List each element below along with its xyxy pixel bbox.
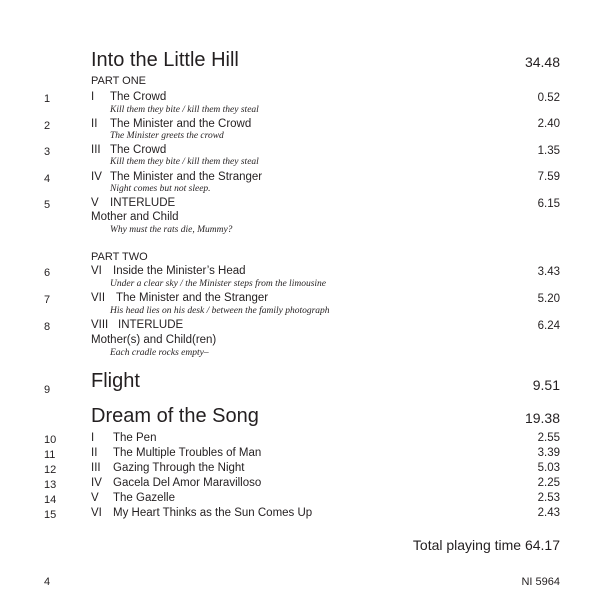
- track-roman: IV: [91, 171, 102, 183]
- track-roman: III: [91, 462, 101, 474]
- track-title: Gacela Del Amor Maravilloso: [113, 477, 262, 489]
- track-subtitle: Kill them they bite / kill them they steal: [110, 105, 259, 115]
- work-title-dream-of-the-song: Dream of the Song: [91, 405, 259, 427]
- track-subtitle: Kill them they bite / kill them they steal: [110, 157, 259, 167]
- track-number: 10: [44, 434, 57, 446]
- track-roman: I: [91, 91, 95, 103]
- track-number: 13: [44, 479, 57, 491]
- track-title: INTERLUDE: [118, 319, 184, 331]
- track-time: 0.52: [537, 92, 560, 104]
- track-subtitle: Each cradle rocks empty–: [110, 348, 209, 358]
- track-number: 9: [44, 384, 51, 396]
- track-subtitle: The Minister greets the crowd: [110, 131, 224, 141]
- track-time: 3.43: [537, 266, 560, 278]
- track-number: 8: [44, 321, 51, 333]
- track-title: The Minister and the Stranger: [116, 292, 269, 304]
- track-number: 3: [44, 146, 51, 158]
- track-title: INTERLUDE: [110, 197, 176, 209]
- track-title: The Minister and the Stranger: [110, 171, 263, 183]
- work-time-into-the-little-hill: 34.48: [524, 54, 560, 70]
- track-time: 1.35: [537, 145, 560, 157]
- track-subtitle: Night comes but not sleep.: [110, 184, 211, 194]
- track-number: 12: [44, 464, 57, 476]
- track-number: 1: [44, 93, 51, 105]
- track-roman: VI: [91, 265, 102, 277]
- track-title: The Minister and the Crowd: [110, 118, 252, 130]
- track-time: 6.15: [537, 198, 560, 210]
- work-title-flight: Flight: [91, 370, 140, 392]
- track-roman: VIII: [91, 319, 109, 331]
- track-title: The Pen: [113, 432, 157, 444]
- track-time: 5.20: [537, 293, 560, 305]
- track-time: 2.25: [537, 477, 560, 489]
- track-roman: II: [91, 118, 98, 130]
- track-time: 3.39: [537, 447, 560, 459]
- page-number: 4: [44, 576, 51, 588]
- track-roman: III: [91, 144, 101, 156]
- track-title: Gazing Through the Night: [113, 462, 245, 474]
- track-subtitle: Under a clear sky / the Minister steps from the limousine: [110, 279, 327, 289]
- track-title: The Crowd: [110, 91, 167, 103]
- total-playing-time: Total playing time 64.17: [412, 537, 560, 553]
- track-roman: I: [91, 432, 95, 444]
- work-time-flight: 9.51: [532, 377, 560, 393]
- track-roman: V: [91, 492, 99, 504]
- part-one-heading: PART ONE: [91, 75, 147, 87]
- track-time: 2.53: [537, 492, 560, 504]
- track-subtitle: Why must the rats die, Mummy?: [110, 225, 233, 235]
- track-roman: IV: [91, 477, 102, 489]
- track-roman: V: [91, 197, 99, 209]
- track-number: 15: [44, 509, 57, 521]
- track-title: My Heart Thinks as the Sun Comes Up: [113, 507, 313, 519]
- track-title: The Multiple Troubles of Man: [113, 447, 262, 459]
- track-number: 6: [44, 267, 51, 279]
- track-time: 2.55: [537, 432, 560, 444]
- track-title: The Gazelle: [113, 492, 176, 504]
- work-time-dream-of-the-song: 19.38: [524, 410, 560, 426]
- work-title-into-the-little-hill: Into the Little Hill: [91, 49, 239, 71]
- track-title: Inside the Minister’s Head: [113, 265, 246, 277]
- track-title: The Crowd: [110, 144, 167, 156]
- track-roman: VI: [91, 507, 102, 519]
- track-time: 2.40: [537, 118, 560, 130]
- track-number: 11: [44, 449, 56, 461]
- track-roman: VII: [91, 292, 106, 304]
- track-number: 2: [44, 120, 51, 132]
- track-subtitle-line: Mother(s) and Child(ren): [91, 334, 217, 346]
- track-number: 7: [44, 294, 51, 306]
- track-time: 6.24: [537, 320, 560, 332]
- track-roman: II: [91, 447, 98, 459]
- track-time: 2.43: [537, 507, 560, 519]
- catalog-number: NI 5964: [521, 576, 560, 588]
- track-time: 5.03: [537, 462, 560, 474]
- track-number: 4: [44, 173, 51, 185]
- track-number: 5: [44, 199, 51, 211]
- track-time: 7.59: [537, 171, 560, 183]
- part-two-heading: PART TWO: [91, 251, 148, 263]
- track-subtitle-line: Mother and Child: [91, 211, 179, 223]
- track-subtitle: His head lies on his desk / between the family photograph: [110, 306, 330, 316]
- track-number: 14: [44, 494, 57, 506]
